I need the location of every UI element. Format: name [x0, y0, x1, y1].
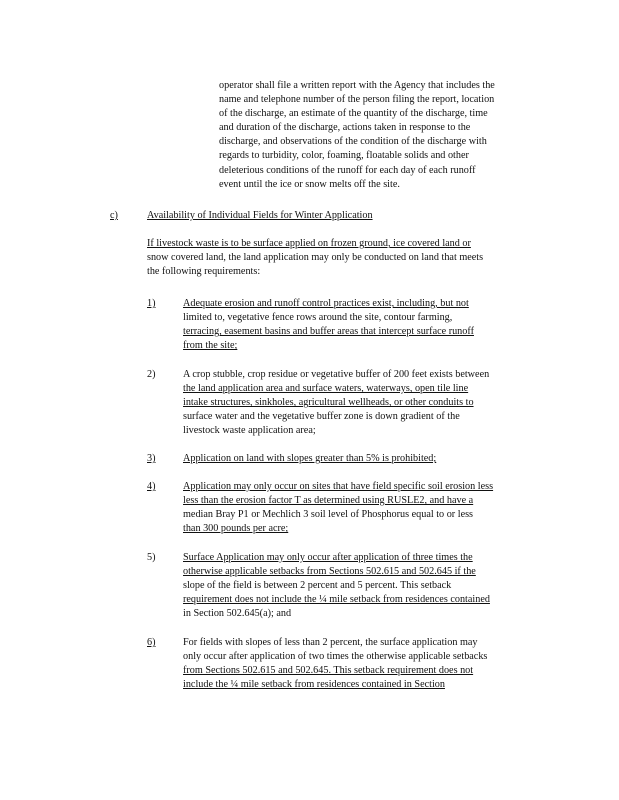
- text-line: A crop stubble, crop residue or vegetative buffer of 200 feet exists between: [183, 369, 490, 380]
- text-line: discharge, and observations of the condition of the discharge with: [219, 136, 487, 148]
- text-line: For fields with slopes of less than 2 percent, the surface application may: [183, 637, 478, 648]
- text-line: than 300 pounds per acre;: [183, 523, 289, 535]
- text-line: terracing, easement basins and buffer areas that intercept surface runoff: [183, 326, 474, 338]
- text-line: in Section 502.645(a); and: [183, 608, 292, 620]
- item-3-label: 3): [147, 453, 156, 464]
- item-2-text: [183, 368, 489, 438]
- text-line: deleterious conditions of the runoff for each day of each runoff: [219, 164, 476, 176]
- item-1-text: [183, 297, 474, 353]
- text-line: event until the ice or snow melts off the site.: [219, 178, 400, 190]
- item-6-label: 6): [147, 637, 156, 648]
- text-line: If livestock waste is to be surface applied on frozen ground, ice covered land or: [147, 238, 471, 249]
- item-6-text: [183, 636, 487, 692]
- text-line: Surface Application may only occur after application of three times the: [183, 552, 473, 563]
- item-5-text: [183, 551, 490, 621]
- text-line: requirement does not include the ¼ mile setback from residences contained: [183, 594, 490, 606]
- text-line: otherwise applicable setbacks from Sections 502.615 and 502.645 if the: [183, 566, 476, 578]
- section-c-intro: [147, 237, 483, 279]
- text-line: the land application area and surface waters, waterways, open tile line: [183, 383, 469, 395]
- item-3-text: [183, 452, 436, 466]
- text-line: include the ¼ mile setback from residences contained in Section: [183, 679, 445, 691]
- text-line: Application may only occur on sites that have field specific soil erosion less: [183, 481, 494, 492]
- item-2-label: 2): [147, 369, 156, 380]
- text-line: livestock waste application area;: [183, 425, 316, 437]
- text-line: from the site;: [183, 340, 238, 352]
- text-line: only occur after application of two times the otherwise applicable setbacks: [183, 651, 488, 663]
- section-c-label: c): [110, 210, 118, 221]
- text-line: median Bray P1 or Mechlich 3 soil level of Phosphorus equal to or less: [183, 509, 474, 521]
- text-line: the following requirements:: [147, 266, 261, 278]
- text-line: Adequate erosion and runoff control practices exist, including, but not: [183, 298, 469, 309]
- item-4-text: [183, 480, 493, 536]
- text-line: surface water and the vegetative buffer zone is down gradient of the: [183, 411, 460, 423]
- text-line: of the discharge, an estimate of the quantity of the discharge, time: [219, 108, 488, 120]
- text-line: and duration of the discharge, actions taken in response to the: [219, 122, 471, 134]
- intro-paragraph: [219, 79, 495, 192]
- text-line: intake structures, sinkholes, agricultural wellheads, or other conduits to: [183, 397, 474, 409]
- text-line: operator shall file a written report with the Agency that includes the: [219, 80, 495, 91]
- text-line: regards to turbidity, color, foaming, floatable solids and other: [219, 150, 469, 162]
- section-c-heading: Availability of Individual Fields for Winter Application: [147, 210, 373, 221]
- text-line: less than the erosion factor T as determined using RUSLE2, and have a: [183, 495, 474, 507]
- text-line: name and telephone number of the person filing the report, location: [219, 94, 495, 106]
- text-line: Application on land with slopes greater than 5% is prohibited;: [183, 453, 437, 464]
- text-line: from Sections 502.615 and 502.645. This setback requirement does not: [183, 665, 474, 677]
- item-1-label: 1): [147, 298, 156, 309]
- item-4-label: 4): [147, 481, 156, 492]
- item-5-label: 5): [147, 552, 156, 563]
- text-line: limited to, vegetative fence rows around the site, contour farming,: [183, 312, 453, 324]
- text-line: slope of the field is between 2 percent and 5 percent. This setback: [183, 580, 452, 592]
- text-line: snow covered land, the land application may only be conducted on land that meets: [147, 252, 484, 264]
